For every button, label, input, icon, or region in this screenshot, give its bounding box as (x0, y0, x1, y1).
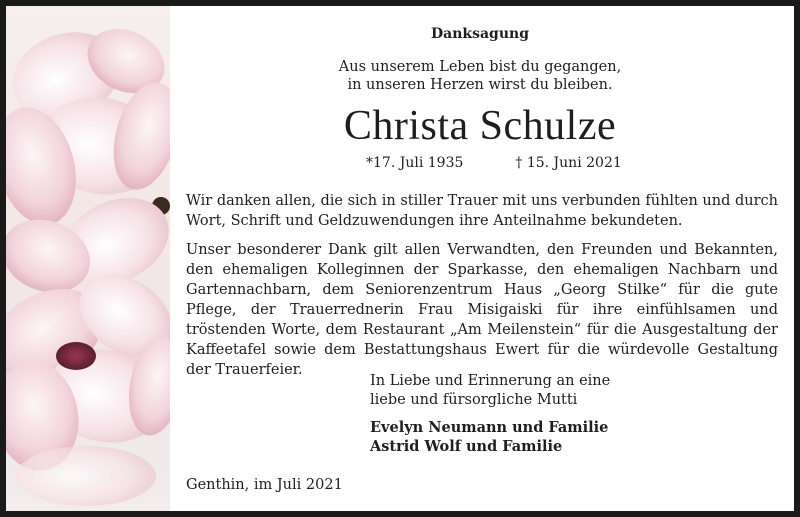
magnolia-illustration (6, 6, 170, 511)
signer-1: Evelyn Neumann und Familie (370, 419, 609, 436)
closing-line-2: liebe und fürsorgliche Mutti (370, 392, 578, 408)
death-date: † 15. Juni 2021 (515, 155, 622, 171)
obituary-card (6, 6, 794, 511)
verse-line-1: Aus unserem Leben bist du gegangen, (338, 59, 622, 75)
life-dates (366, 155, 674, 171)
birth-date: *17. Juli 1935 (366, 155, 464, 171)
signers (370, 418, 608, 456)
closing-lines (370, 372, 610, 410)
place-date: Genthin, im Juli 2021 (186, 477, 343, 493)
thanks-paragraph-2: Unser besonderer Dank gilt allen Verwandten, den Freunden und Bekannten, den ehemaligen Kolleginnen der Sparkasse, den ehemaligen Nachbarn und Gartennachbarn, dem Seniorenzentrum Haus „Georg Stilke“ für die gute Pflege, der Trauerrednerin Frau Misigaiski für ihre einfühlsamen und tröstenden Worte, dem Restaurant „Am Meilenstein“ für die Ausgestaltung der Kaffeetafel sowie dem Bestattungshaus Ewert für die würdevolle Gestaltung der Trauerfeier. (186, 242, 778, 378)
signer-2: Astrid Wolf und Familie (370, 438, 563, 455)
notice-content (176, 6, 784, 511)
verse (176, 58, 784, 94)
closing-line-1: In Liebe und Erinnerung an eine (370, 373, 611, 389)
thanks-paragraph-1: Wir danken allen, die sich in stiller Trauer mit uns verbunden fühlten und durch Wort, Schrift und Geldzuwendungen ihre Anteilnahme bekundeten. (186, 193, 778, 229)
deceased-name: Christa Schulze (343, 103, 617, 149)
notice-heading: Danksagung (431, 26, 529, 42)
magnolia-image (6, 6, 170, 511)
verse-line-2: in unseren Herzen wirst du bleiben. (347, 77, 613, 93)
